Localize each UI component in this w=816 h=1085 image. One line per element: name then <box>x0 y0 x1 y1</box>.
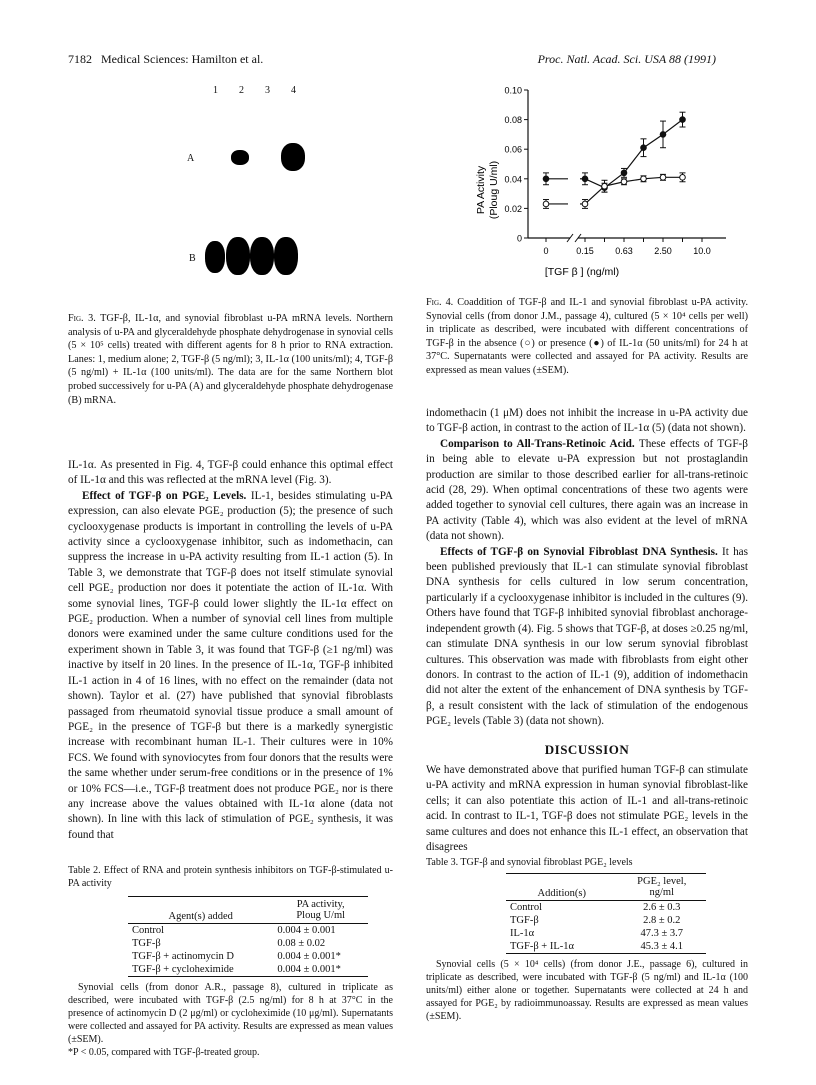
band-b-lane1 <box>205 241 225 273</box>
table2 <box>68 864 393 1059</box>
x-tick-label: 0 <box>543 246 549 256</box>
table-row <box>128 963 368 977</box>
x-tick-label: 0.15 <box>576 246 594 256</box>
left-paragraph-2 <box>68 489 393 843</box>
fig3-caption <box>68 312 393 407</box>
table3-title: Table 3. TGF-β and synovial fibroblast PGE₂ levels <box>426 857 633 868</box>
lane-label-2: 2 <box>239 85 244 96</box>
data-point-open <box>680 175 686 181</box>
pge2-text: IL-1, besides stimulating u-PA expression, can also elevate PGE₂ production (5); the presence of such cyclooxygenase products is important in controlling the levels of u-PA activity since a cyclooxygenase inhibitor, such as indomethacin, can suppress the increase in u-PA activity resulting from IL-1 action (5). In Table 3, we demonstrate that TGF-β does not itself stimulate synovial cell PGE₂ production nor does it potentiate the action of IL-1α. With some synovial lines, TGF-β could lower slightly the IL-1α effect on PGE₂ production. When a number of synovial cell lines from multiple donors were examined under the same culture conditions used for the experiment shown in Table 3, it was found that TGF-β (≥1 ng/ml) was inactive by itself in 20 lines. In the presence of IL-1α, TGF-β inhibited IL-1 action in 4 of 16 lines, with no effect on the remainder (data not shown). Taylor et al. (27) have published that synovial fibroblasts passaged from rheumatoid synovial tissue produce a small amount of PGE₂ in the presence of TGF-β but there is a markedly synergistic increase with recombinant human IL-1. Their cultures were in 10% FCS. We found with synoviocytes from four donors that the results were the same whether under serum-free conditions or in the presence of 1% or 10% FCS—i.e., TGF-β treatment does not produce PGE₂ nor is there any increase above the values obtained with IL-1α alone (data not shown). In line with this lack of stimulation of PGE₂ synthesis, it was found that <box>68 489 394 841</box>
table-row <box>506 901 706 915</box>
right-paragraph-1: indomethacin (1 μM) does not inhibit the increase in u-PA activity due to TGF-β action, in contrast to the action of IL-1α (5) (data not shown). <box>426 407 748 435</box>
x-axis <box>528 234 726 256</box>
table2-value-0: 0.004 ± 0.001 <box>277 925 336 936</box>
band-b-lane4 <box>274 237 298 275</box>
data-point-filled <box>621 170 627 176</box>
table2-col-value-l2: Ploug U/ml <box>296 910 346 921</box>
fig4-caption <box>426 296 748 378</box>
table2-value-3: 0.004 ± 0.001* <box>277 964 341 975</box>
band-a-lane2 <box>231 150 249 165</box>
left-column-text <box>68 458 393 843</box>
y-tick-label: 0.02 <box>504 203 522 214</box>
data-point-filled <box>680 117 686 123</box>
data-point-open <box>582 201 588 207</box>
y-tick-label: 0.10 <box>504 85 522 96</box>
table3-agent-0: Control <box>510 902 543 913</box>
fig3-caption-lead: Fig. 3. <box>68 313 96 324</box>
x-axis-title: [TGF β ] (ng/ml) <box>544 266 620 278</box>
data-point-open <box>621 179 627 185</box>
fig3-blot <box>175 85 325 285</box>
data-point-filled <box>582 176 588 182</box>
table3-col-value <box>618 874 707 901</box>
table3-value-2: 47.3 ± 3.7 <box>640 928 683 939</box>
section-title: Medical Sciences: Hamilton et al. <box>101 52 264 66</box>
lane-label-1: 1 <box>213 85 218 96</box>
lane-label-4: 4 <box>291 85 296 96</box>
data-point-open <box>641 176 647 182</box>
y-tick-label: 0.06 <box>504 144 522 155</box>
table-row <box>128 950 368 963</box>
table2-title: Table 2. Effect of RNA and protein synthesis inhibitors on TGF-β-stimulated u-PA activity <box>68 865 393 889</box>
table3-value-3: 45.3 ± 4.1 <box>640 941 683 952</box>
fig4-chart <box>470 80 740 280</box>
y-axis-title <box>475 161 500 219</box>
plot-series <box>543 112 686 208</box>
table-row <box>506 927 706 940</box>
band-b-lane3 <box>250 237 274 275</box>
y-axis <box>504 86 528 244</box>
left-paragraph-1: IL-1α. As presented in Fig. 4, TGF-β could enhance this optimal effect of IL-1α and this was reflected at the mRNA level (Fig. 3). <box>68 459 393 487</box>
table3-agent-2: IL-1α <box>510 928 535 939</box>
y-axis-title-line2: (Ploug U/ml) <box>488 160 500 220</box>
band-a-lane4 <box>281 143 305 171</box>
retinoic-text: These effects of TGF-β in being able to elevate u-PA expression but not prostaglandin production are similar to those described earlier for all-trans-retinoic acid (28, 29). When optimal concentrations of these two agents were added together to synovial cell cultures, there again was an increase in PA activity (Table 4), which was also evident at the level of mRNA (data not shown). <box>426 437 748 543</box>
y-tick-label: 0.08 <box>504 115 522 126</box>
x-tick-label: 0.63 <box>615 246 633 256</box>
table2-col-agent: Agent(s) added <box>128 897 273 924</box>
y-axis-title-line1: PA Activity <box>475 165 487 215</box>
data-point-open <box>602 183 608 189</box>
table2-agent-3: TGF-β + cycloheximide <box>132 964 234 975</box>
right-column-text <box>426 406 748 855</box>
right-paragraph-3 <box>426 545 748 730</box>
data-point-filled <box>543 176 549 182</box>
data-point-filled <box>660 132 666 138</box>
table2-grid <box>128 896 368 977</box>
discussion-text: We have demonstrated above that purified human TGF-β can stimulate u-PA activity and mRNA expression in human synovial fibroblast-like cells; it can also potentiate this action of IL-1 and all-trans-retinoic acid. In contrast to IL-1, TGF-β does not stimulate PGE₂ levels in the same cultures and does not enhance this IL-1 effect, an observation that disagrees <box>426 763 748 853</box>
table2-col-value-l1: PA activity, <box>296 899 345 910</box>
data-point-filled <box>641 145 647 151</box>
table2-agent-1: TGF-β <box>132 938 161 949</box>
lane-label-3: 3 <box>265 85 270 96</box>
retinoic-subheading: Comparison to All-Trans-Retinoic Acid. <box>440 437 635 450</box>
x-tick-label: 10.0 <box>693 246 711 256</box>
table2-agent-0: Control <box>132 925 165 936</box>
fig4-caption-text: Coaddition of TGF-β and IL-1 and synovial fibroblast u-PA activity. Synovial cells (from donor J.M., passage 4), cultured (5 × 10⁴ cells per well) in triplicate as described, were incubated with different concentrations of TGF-β in the absence (○) or presence (●) of IL-1α (50 units/ml) for 24 h at 37°C. Supernatants were collected and assayed for PA activity. Results are expressed as mean values (±SEM). <box>426 297 748 376</box>
table2-footnote: *P < 0.05, compared with TGF-β-treated group. <box>68 1047 260 1058</box>
page-number: 7182 <box>68 52 92 66</box>
journal-citation: Proc. Natl. Acad. Sci. USA 88 (1991) <box>537 52 716 66</box>
row-label-b: B <box>189 253 196 264</box>
table3-col-addition: Addition(s) <box>506 874 618 901</box>
table3-note: Synovial cells (5 × 10⁴ cells) (from donor J.E., passage 6), cultured in triplicate as described, were incubated with TGF-β (5 ng/ml) and IL-1α (100 units/ml) either alone or together. Supernatants were collected at 24 h and assayed for PGE₂ by radioimmunoassay. Results are expressed as mean values (±SEM). <box>426 959 748 1022</box>
page-header-left <box>68 52 263 67</box>
row-label-a: A <box>187 153 195 164</box>
table3-grid <box>506 873 706 954</box>
table-row <box>128 937 368 950</box>
fig4-caption-lead: Fig. 4. <box>426 297 454 308</box>
table2-value-1: 0.08 ± 0.02 <box>277 938 326 949</box>
pge2-subheading: Effect of TGF-β on PGE₂ Levels. <box>82 489 247 502</box>
band-b-lane2 <box>226 237 250 275</box>
x-tick-label: 2.50 <box>654 246 672 256</box>
y-tick-label: 0.04 <box>504 174 522 185</box>
table-row <box>506 914 706 927</box>
table2-agent-2: TGF-β + actinomycin D <box>132 951 234 962</box>
table3-col-value-l1: PGE₂ level, <box>637 876 687 887</box>
table3 <box>426 856 748 1023</box>
table-row <box>506 940 706 954</box>
table3-agent-1: TGF-β <box>510 915 539 926</box>
fig3-caption-text: TGF-β, IL-1α, and synovial fibroblast u-PA mRNA levels. Northern analysis of u-PA and glyceraldehyde phosphate dehydrogenase in synovial cells (5 × 10⁵ cells) treated with different agents for 8 h prior to RNA extraction. Lanes: 1, medium alone; 2, TGF-β (5 ng/ml); 3, IL-1α (100 units/ml); 4, TGF-β (5 ng/ml) + IL-1α (100 units/ml). The data are for the same Northern blot probed successively for u-PA (A) and glyceraldehyde phosphate dehydrogenase (B) mRNA. <box>68 313 393 406</box>
table2-note: Synovial cells (from donor A.R., passage 8), cultured in triplicate as described, were incubated with TGF-β (2.5 ng/ml) for 8 h at 37°C in the presence of actinomycin D (2 μg/ml) or cycloheximide (10 μg/ml). Supernatants were collected and assayed for PA activity. Results are expressed as mean values (±SEM). <box>68 982 393 1045</box>
dna-text: It has been published previously that IL-1 can stimulate synovial fibroblast DNA synthesis for cells cultured in low serum concentration, particularly if a cyclooxygenase inhibitor is included in the cultures (9). Others have found that TGF-β inhibited synovial fibroblast anchorage-independent growth (4). Fig. 5 shows that TGF-β, at doses ≥0.25 ng/ml, can stimulate DNA synthesis in our low serum synovial fibroblast cultures. This observation was made with fibroblasts from eight other donors. In contrast to the action of IL-1 (9), addition of indomethacin did not alter the extent of the enhancement of DNA synthesis by TGF-β, a result consistent with the lack of stimulation of the endogenous PGE₂ levels (Table 3) (data not shown). <box>426 545 749 728</box>
y-tick-label: 0 <box>516 233 522 244</box>
data-point-open <box>660 175 666 181</box>
table3-value-0: 2.6 ± 0.3 <box>643 902 681 913</box>
table3-agent-3: TGF-β + IL-1α <box>510 941 575 952</box>
table2-col-value <box>273 897 368 924</box>
table-row <box>128 924 368 938</box>
dna-subheading: Effects of TGF-β on Synovial Fibroblast DNA Synthesis. <box>440 545 718 558</box>
discussion-heading: DISCUSSION <box>544 741 630 757</box>
table3-value-1: 2.8 ± 0.2 <box>643 915 681 926</box>
data-point-open <box>543 201 549 207</box>
right-paragraph-2 <box>426 437 748 545</box>
table3-col-value-l2: ng/ml <box>649 887 674 898</box>
series-line <box>585 177 683 204</box>
table2-value-2: 0.004 ± 0.001* <box>277 951 341 962</box>
